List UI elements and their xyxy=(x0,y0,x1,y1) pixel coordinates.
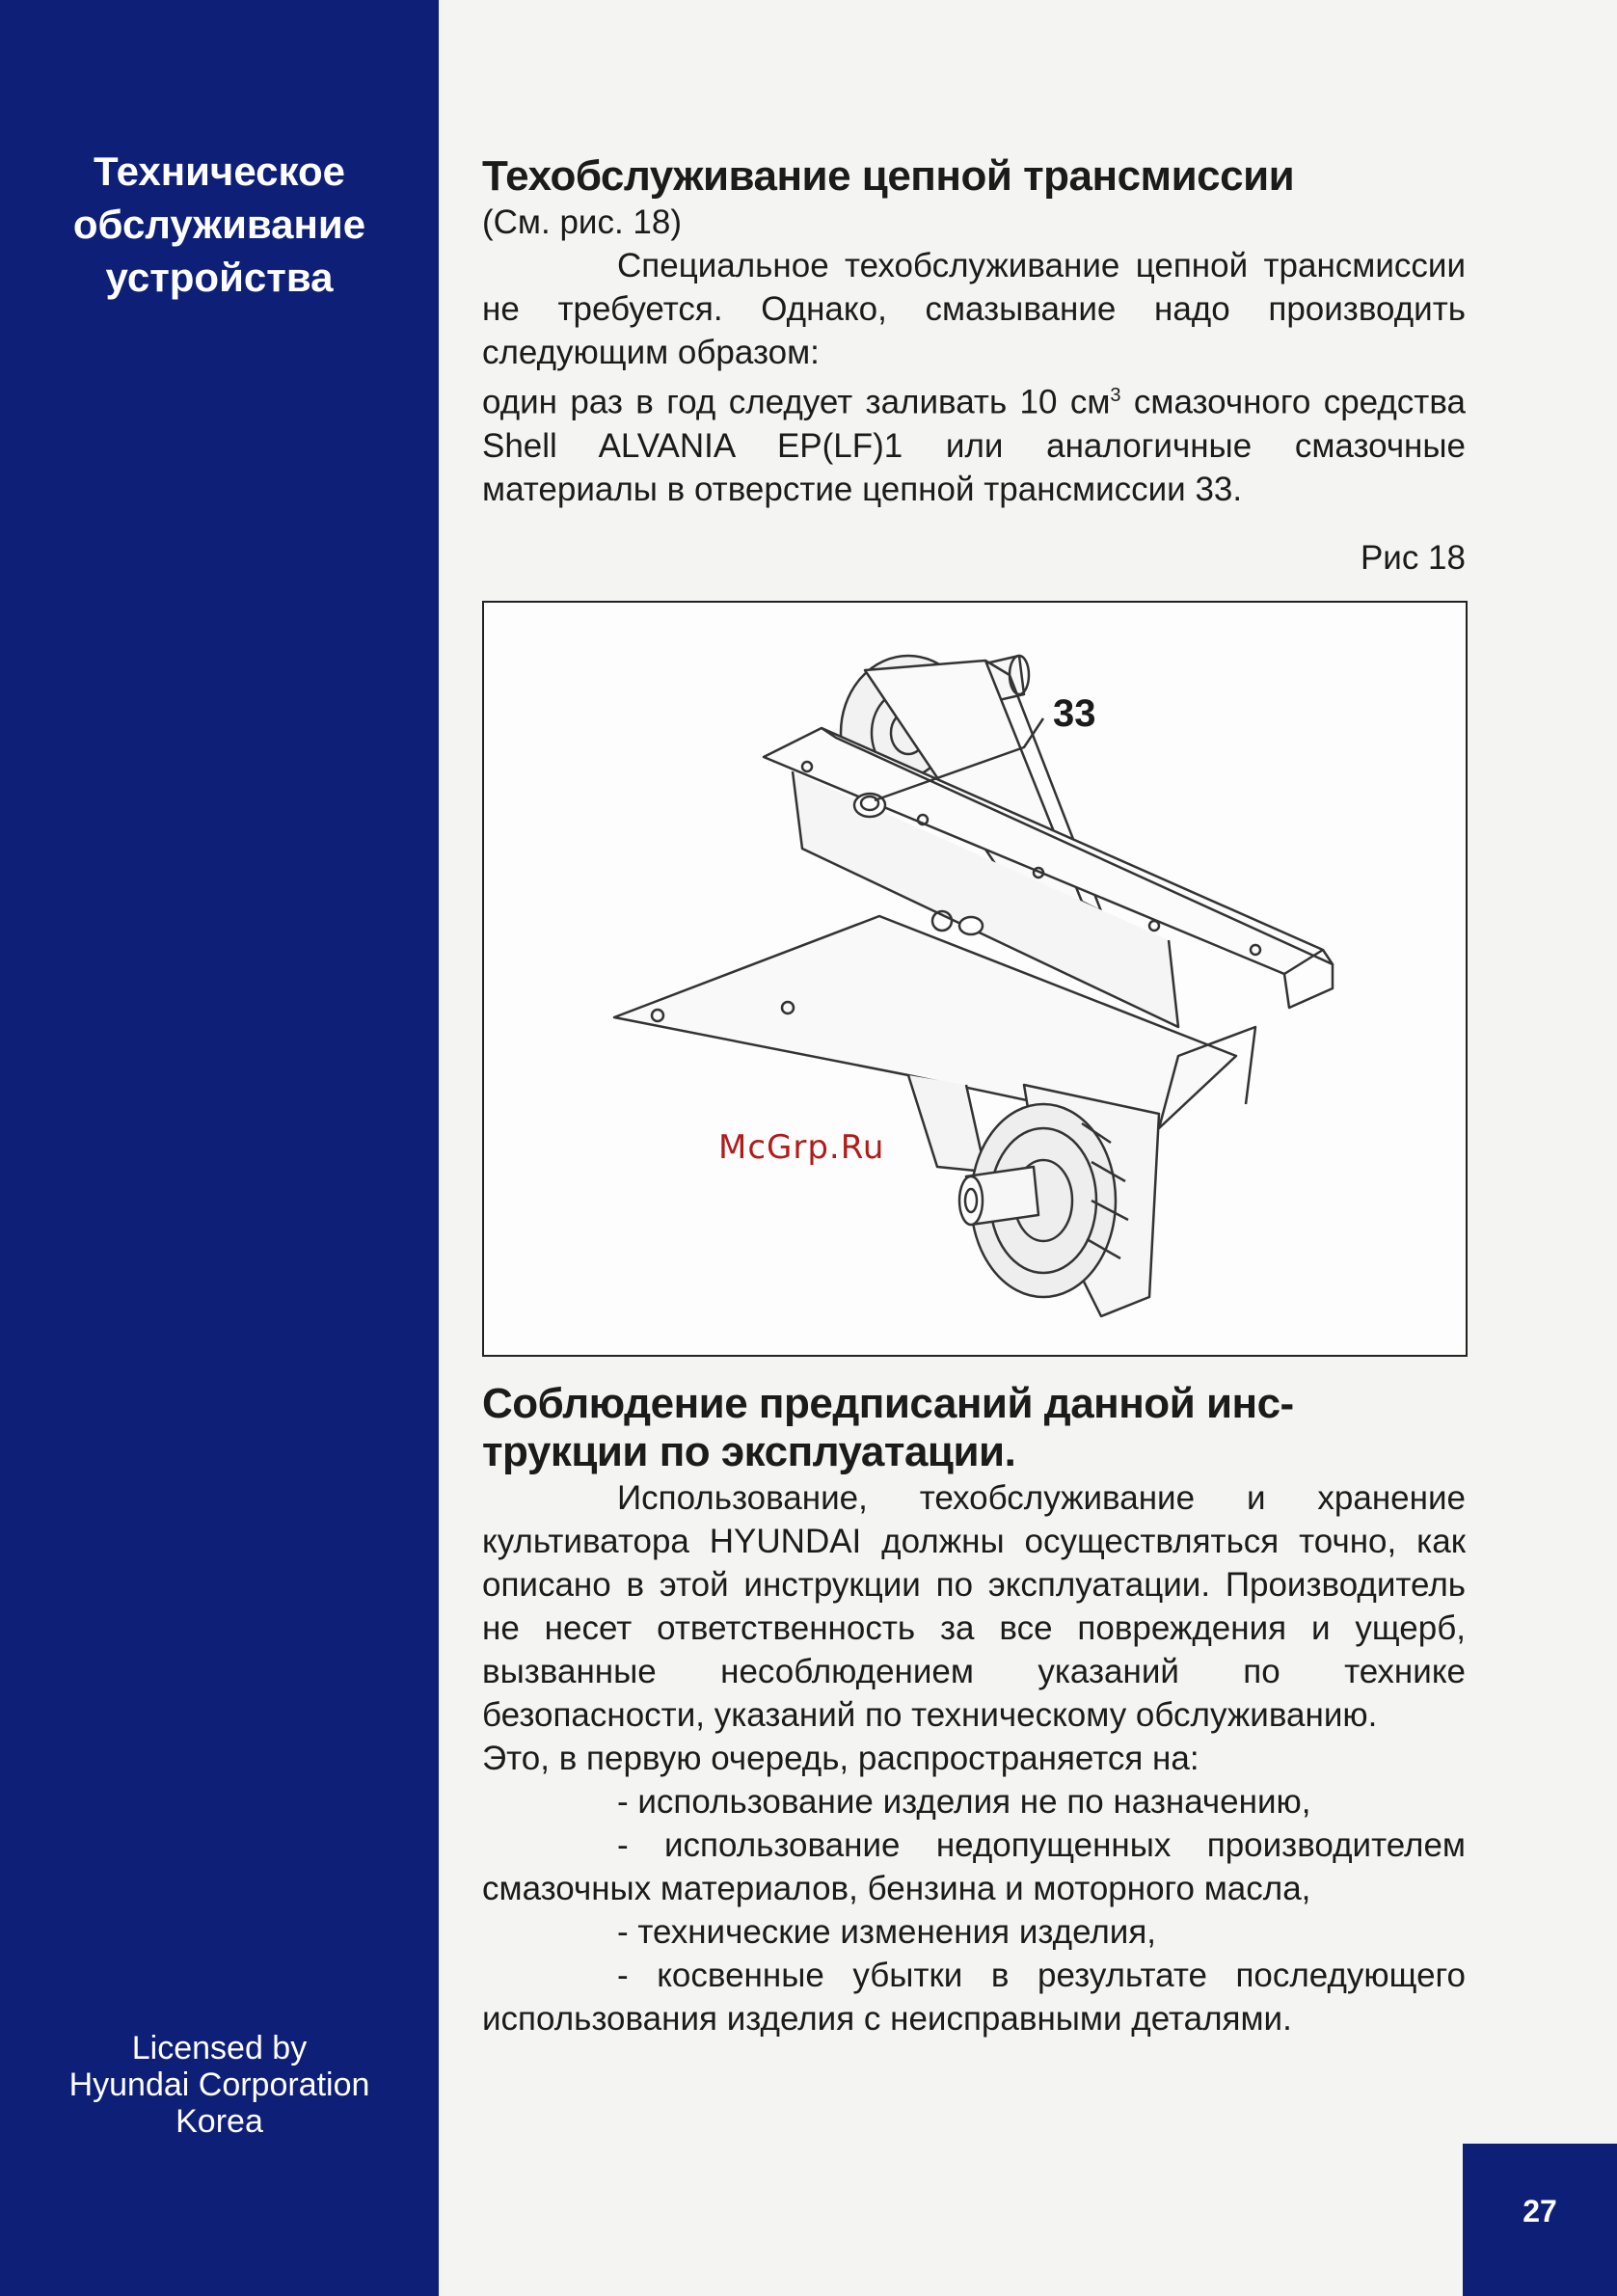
chapter-title-line: Техническое xyxy=(94,149,345,194)
callout-label-33: 33 xyxy=(1053,691,1096,735)
section-instructions xyxy=(482,1380,1466,2040)
license-line: Licensed by xyxy=(131,2030,308,2066)
chapter-title-line: обслуживание xyxy=(72,202,366,247)
license-line: Hyundai Corporation xyxy=(68,2066,370,2103)
section-heading-chain-transmission: Техобслуживание цепной трансмиссии xyxy=(482,152,1295,200)
paragraph xyxy=(482,374,1466,511)
license-note xyxy=(19,2030,419,2140)
watermark: McGrp.Ru xyxy=(718,1128,885,1167)
list-item: - технические изменения изделия, xyxy=(617,1912,1157,1951)
figure-caption: Рис 18 xyxy=(1360,538,1466,577)
paragraph: Это, в первую очередь, распространяется на: xyxy=(482,1739,1199,1777)
section-heading-line: Соблюдение предписаний данной инс- xyxy=(482,1379,1294,1427)
chain-transmission-drawing xyxy=(484,603,1466,1355)
figure-chain-transmission xyxy=(482,601,1468,1357)
page-content xyxy=(482,152,1466,2040)
paragraph: Использование, техобслуживание и хранение культиватора HYUNDAI должны осуществляться точно, как описано в этой инструкции по эксплуатации. Производитель не несет ответственность за все повреждения и ущерб, вызванные несоблюдением указаний по технике безопасности, указаний по техническому обслуживанию. xyxy=(482,1478,1466,1734)
list-item: - использование изделия не по назначению, xyxy=(617,1782,1311,1821)
section-heading-line: трукции по эксплуатации. xyxy=(482,1427,1016,1475)
list-item: - косвенные убытки в результате последующего использования изделия с неисправными деталями. xyxy=(482,1956,1466,2038)
superscript: 3 xyxy=(1110,385,1121,406)
figure-reference: (См. рис. 18) xyxy=(482,203,682,241)
paragraph: Специальное техобслуживание цепной трансмиссии не требуется. Однако, смазывание надо производить следующим образом: xyxy=(482,247,1466,371)
page-number: 27 xyxy=(1523,2194,1557,2228)
chapter-title-line: устройства xyxy=(105,255,334,300)
text-run: один раз в год следует заливать 10 см xyxy=(482,383,1111,421)
license-line: Korea xyxy=(175,2103,263,2140)
list-item: - использование недопущенных производителем смазочных материалов, бензина и моторного масла, xyxy=(482,1825,1466,1907)
page-number-box xyxy=(1463,2144,1617,2296)
chapter-title xyxy=(19,145,419,304)
text-run: смазочного средства Shell ALVANIA EP(LF)1 или аналогичные смазочные материалы в отверстие цепной трансмиссии 33. xyxy=(482,383,1466,508)
sidebar xyxy=(0,0,439,2296)
